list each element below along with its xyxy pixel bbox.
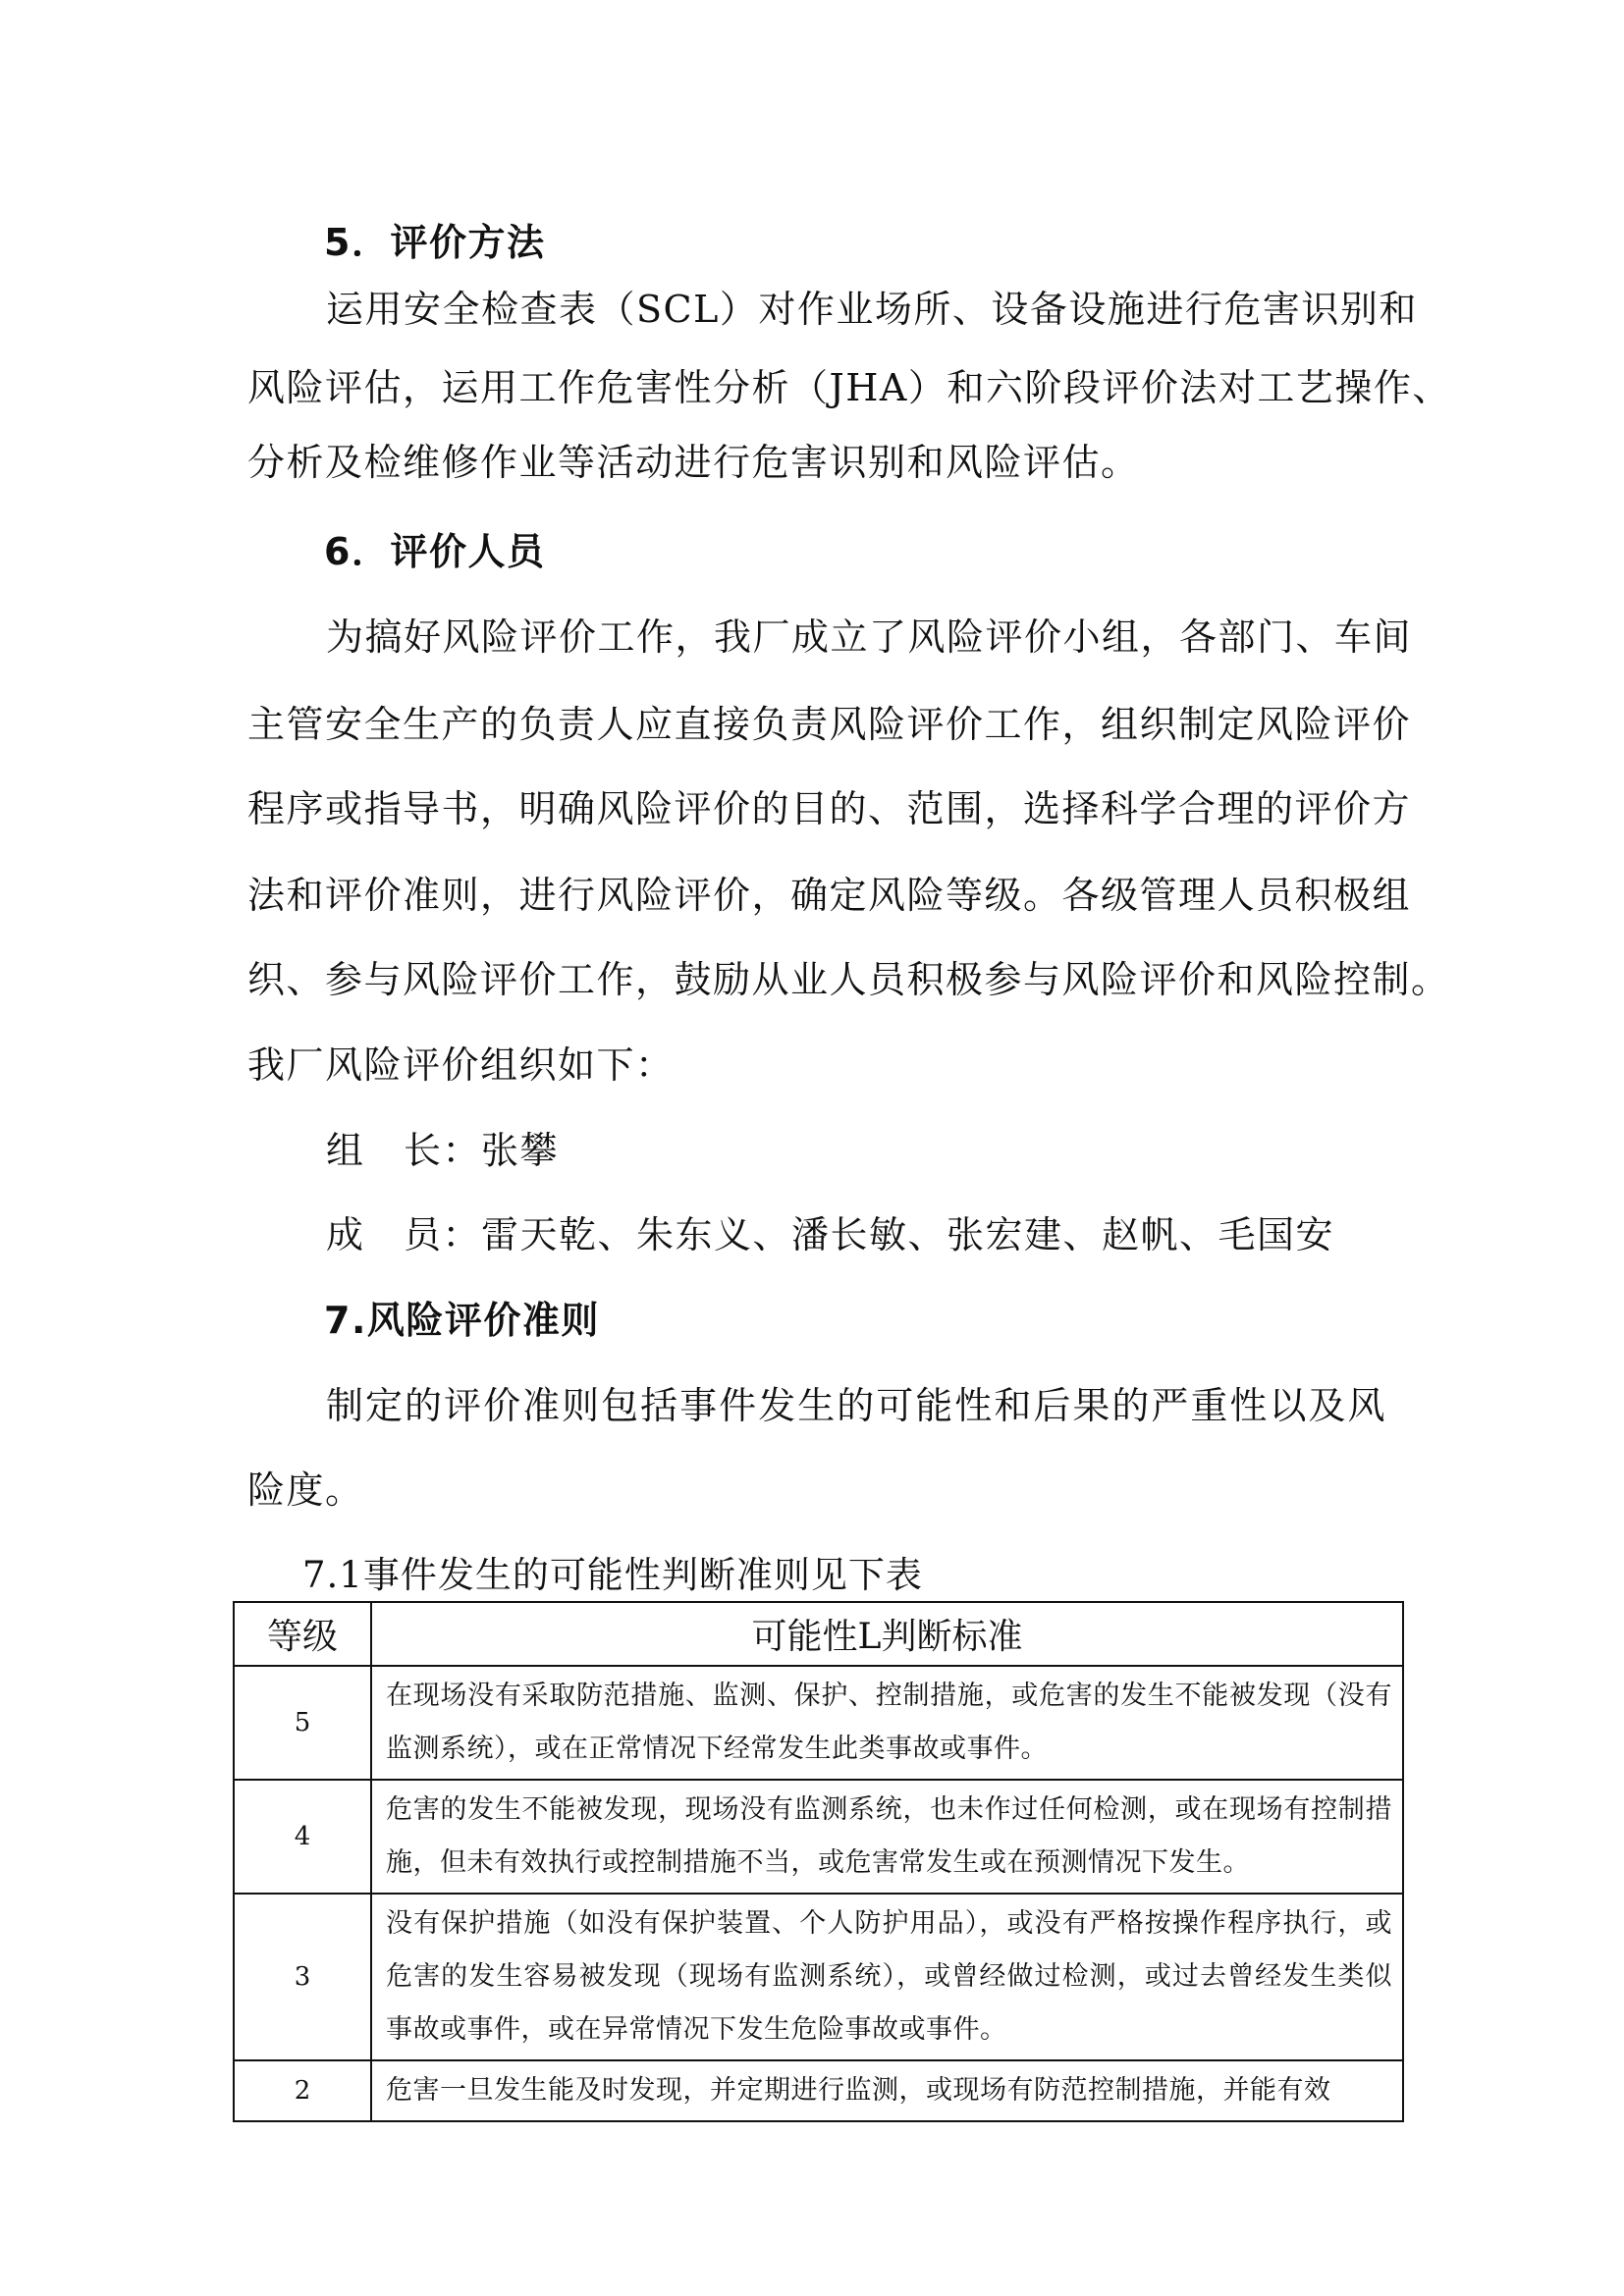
section-6-line-4: 法和评价准则，进行风险评价，确定风险等级。各级管理人员积极组 (247, 874, 1412, 917)
section-7-line-2: 险度。 (247, 1468, 364, 1512)
table-row (234, 1894, 1403, 2060)
row-level: 5 (234, 1666, 371, 1780)
table-caption: 7.1事件发生的可能性判断准则见下表 (302, 1554, 923, 1596)
row-level: 3 (234, 1894, 371, 2060)
row-criteria: 危害一旦发生能及时发现，并定期进行监测，或现场有防范控制措施，并能有效 (371, 2060, 1403, 2121)
section-7-line-1: 制定的评价准则包括事件发生的可能性和后果的严重性以及风 (326, 1384, 1386, 1427)
table-row (234, 2060, 1403, 2121)
section-5-line-1: 运用安全检查表（SCL）对作业场所、设备设施进行危害识别和 (326, 288, 1418, 331)
header-criteria: 可能性L判断标准 (371, 1602, 1403, 1666)
section-6-line-2: 主管安全生产的负责人应直接负责风险评价工作，组织制定风险评价 (247, 703, 1412, 746)
section-6-line-6: 我厂风险评价组织如下： (247, 1043, 675, 1087)
section-5-line-3: 分析及检维修作业等活动进行危害识别和风险评估。 (247, 441, 1140, 484)
section-6-line-3: 程序或指导书，明确风险评价的目的、范围，选择科学合理的评价方 (247, 787, 1412, 830)
team-members: 成 员：雷天乾、朱东义、潘长敏、张宏建、赵帆、毛国安 (326, 1213, 1335, 1256)
section-5-heading: 5．评价方法 (324, 221, 546, 264)
section-6-line-5: 织、参与风险评价工作，鼓励从业人员积极参与风险评价和风险控制。 (247, 958, 1450, 1001)
table-header-row (234, 1602, 1403, 1666)
team-leader: 组 长：张攀 (326, 1129, 560, 1172)
table-row (234, 1780, 1403, 1894)
row-criteria: 危害的发生不能被发现，现场没有监测系统，也未作过任何检测，或在现场有控制措施，但未有效执行或控制措施不当，或危害常发生或在预测情况下发生。 (371, 1780, 1403, 1894)
row-level: 4 (234, 1780, 371, 1894)
section-5-line-2: 风险评估，运用工作危害性分析（JHA）和六阶段评价法对工艺操作、 (247, 366, 1451, 409)
row-criteria: 在现场没有采取防范措施、监测、保护、控制措施，或危害的发生不能被发现（没有监测系统），或在正常情况下经常发生此类事故或事件。 (371, 1666, 1403, 1780)
section-6-line-1: 为搞好风险评价工作，我厂成立了风险评价小组，各部门、车间 (326, 615, 1413, 659)
table-row (234, 1666, 1403, 1780)
row-level: 2 (234, 2060, 371, 2121)
section-7-heading: 7.风险评价准则 (324, 1299, 600, 1342)
header-level: 等级 (234, 1602, 371, 1666)
likelihood-criteria-table (233, 1601, 1404, 2122)
section-6-heading: 6．评价人员 (324, 530, 546, 573)
row-criteria: 没有保护措施（如没有保护装置、个人防护用品），或没有严格按操作程序执行，或危害的发生容易被发现（现场有监测系统），或曾经做过检测，或过去曾经发生类似事故或事件，或在异常情况下发生危险事故或事件。 (371, 1894, 1403, 2060)
